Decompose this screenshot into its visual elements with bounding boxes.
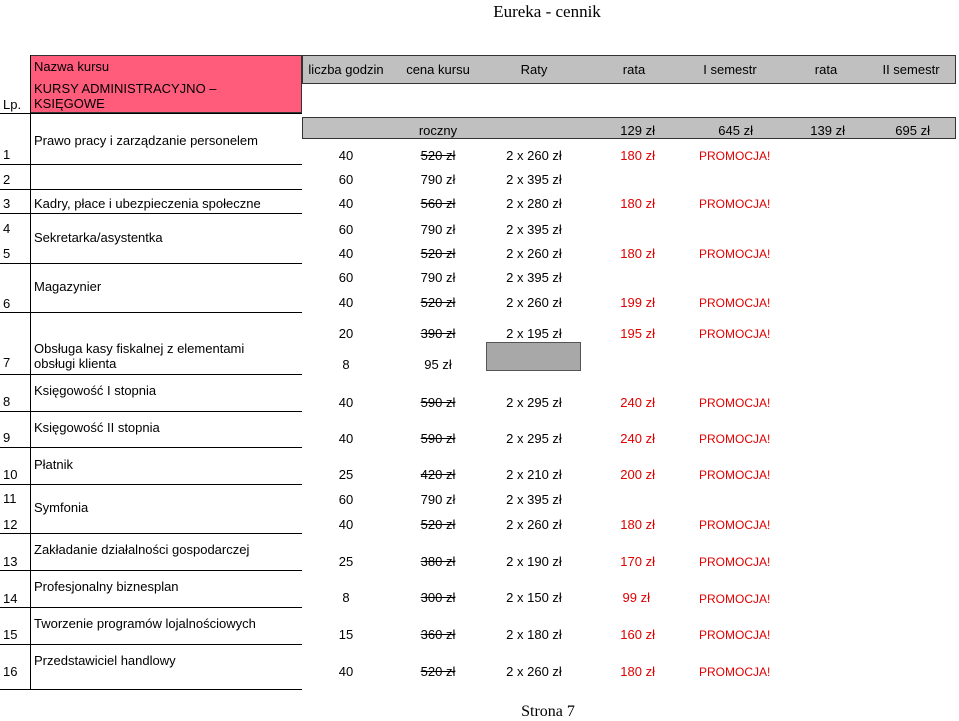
row-installments: 2 x 395 zł (506, 270, 562, 285)
row-installments: 2 x 395 zł (506, 222, 562, 237)
row-hours: 40 (338, 148, 354, 163)
row-course-name: Magazynier (34, 279, 102, 294)
row-installments: 2 x 260 zł (506, 517, 562, 532)
row-promo-price: 180 zł (620, 148, 655, 163)
row-price: 520 zł (420, 246, 456, 261)
row-price: 560 zł (420, 196, 456, 211)
row-price: 420 zł (420, 467, 456, 482)
row-promo-label: PROMOCJA! (699, 468, 771, 482)
header-installments: Raty (520, 62, 548, 77)
header-price: cena kursu (406, 62, 470, 77)
row-promo-label: PROMOCJA! (699, 555, 771, 569)
row-lp: 5 (3, 246, 11, 261)
row-installments: 2 x 280 zł (506, 196, 562, 211)
row-lp: 16 (3, 664, 18, 679)
row-lp: 13 (3, 554, 18, 569)
row-hours: 8 (342, 590, 350, 605)
row-course-name: Księgowość II stopnia (34, 420, 160, 435)
row-promo-label: PROMOCJA! (699, 628, 771, 642)
row-price: 300 zł (420, 590, 456, 605)
row-lp: 4 (3, 221, 11, 236)
annual-rate1: 129 zł (620, 123, 655, 138)
row-course-name: Sekretarka/asystentka (34, 230, 163, 245)
row-course-name: Księgowość I stopnia (34, 383, 157, 398)
row-promo-label: PROMOCJA! (699, 518, 771, 532)
header-sem2: II semestr (882, 62, 940, 77)
row-price: 520 zł (420, 295, 456, 310)
row-lp: 3 (3, 196, 11, 211)
row-promo-price: 170 zł (620, 554, 655, 569)
row-hours: 40 (338, 295, 354, 310)
row-hours: 60 (338, 270, 354, 285)
row-hours: 40 (338, 517, 354, 532)
row-price: 790 zł (420, 172, 456, 187)
header-course-name: Nazwa kursu (34, 59, 110, 74)
row-price: 360 zł (420, 627, 456, 642)
row-price: 790 zł (420, 222, 456, 237)
row-promo-label: PROMOCJA! (699, 396, 771, 410)
row-lp: 9 (3, 430, 11, 445)
row-promo-price: 160 zł (620, 627, 655, 642)
row-promo-price: 199 zł (620, 295, 655, 310)
header-hours: liczba godzin (308, 62, 384, 77)
row-promo-label: PROMOCJA! (699, 432, 771, 446)
row-hours: 40 (338, 431, 354, 446)
row-course-name: Kadry, płace i ubezpieczenia społeczne (34, 196, 261, 211)
row-price: 790 zł (420, 270, 456, 285)
row-course-name: Płatnik (34, 457, 74, 472)
row-promo-price: 240 zł (620, 395, 655, 410)
row-installments: 2 x 260 zł (506, 246, 562, 261)
row-promo-label: PROMOCJA! (699, 327, 771, 341)
row-hours: 40 (338, 664, 354, 679)
row-promo-label: PROMOCJA! (699, 247, 771, 261)
header-group: KURSY ADMINISTRACYJNO – KSIĘGOWE (34, 81, 217, 111)
header-rate1: rata (622, 62, 646, 77)
row-price: 380 zł (420, 554, 456, 569)
page-number: Strona 7 (521, 703, 575, 720)
row-lp: 10 (3, 467, 18, 482)
row-lp: 7 (3, 355, 11, 370)
row-lp: 6 (3, 296, 11, 311)
empty-gray-cell (486, 342, 581, 371)
row-installments: 2 x 260 zł (506, 664, 562, 679)
row-hours: 15 (338, 627, 354, 642)
row-promo-price: 240 zł (620, 431, 655, 446)
row-course-name: Tworzenie programów lojalnościowych (34, 616, 256, 631)
row-course-name: Obsługa kasy fiskalnej z elementami obsługi klienta (34, 341, 245, 371)
row-promo-label: PROMOCJA! (699, 592, 771, 606)
document-title: Eureka - cennik (493, 2, 601, 21)
row-lp: 12 (3, 517, 18, 532)
row-hours: 40 (338, 395, 354, 410)
row-hours: 40 (338, 246, 354, 261)
row-hours: 60 (338, 172, 354, 187)
row-installments: 2 x 395 zł (506, 492, 562, 507)
row-lp: 1 (3, 147, 11, 162)
row-lp: 14 (3, 591, 18, 606)
row-course-name: Prawo pracy i zarządzanie personelem (34, 133, 258, 148)
row-hours: 8 (342, 357, 350, 372)
row-installments: 2 x 210 zł (506, 467, 562, 482)
header-rate2: rata (814, 62, 838, 77)
row-lp: 2 (3, 172, 11, 187)
annual-label: roczny (418, 123, 458, 138)
row-promo-price: 200 zł (620, 467, 655, 482)
row-promo-price: 180 zł (620, 196, 655, 211)
row-hours: 20 (338, 326, 354, 341)
row-lp: 8 (3, 394, 11, 409)
row-hours: 25 (338, 467, 354, 482)
row-hours: 40 (338, 196, 354, 211)
row-lp: 11 (3, 491, 17, 506)
row-installments: 2 x 150 zł (506, 590, 562, 605)
row-price: 520 zł (420, 517, 456, 532)
row-installments: 2 x 180 zł (506, 627, 562, 642)
row-course-name: Symfonia (34, 500, 89, 515)
row-installments: 2 x 260 zł (506, 295, 562, 310)
row-promo-label: PROMOCJA! (699, 197, 771, 211)
row-promo-price: 99 zł (622, 590, 650, 605)
header-lp: Lp. (3, 97, 22, 112)
row-course-name: Zakładanie działalności gospodarczej (34, 542, 250, 557)
row-price: 590 zł (420, 395, 456, 410)
row-installments: 2 x 395 zł (506, 172, 562, 187)
annual-sem2: 695 zł (895, 123, 930, 138)
row-promo-price: 180 zł (620, 517, 655, 532)
row-promo-label: PROMOCJA! (699, 665, 771, 679)
row-course-name: Przedstawiciel handlowy (34, 653, 176, 668)
row-promo-price: 180 zł (620, 664, 655, 679)
row-installments: 2 x 260 zł (506, 148, 562, 163)
row-price: 590 zł (420, 431, 456, 446)
row-installments: 2 x 295 zł (506, 395, 562, 410)
row-hours: 60 (338, 222, 354, 237)
row-promo-label: PROMOCJA! (699, 149, 771, 163)
row-installments: 2 x 295 zł (506, 431, 562, 446)
row-installments: 2 x 190 zł (506, 554, 562, 569)
header-sem1: I semestr (703, 62, 757, 77)
row-price: 390 zł (420, 326, 456, 341)
row-price: 95 zł (424, 357, 452, 372)
row-price: 520 zł (420, 664, 456, 679)
row-price: 520 zł (420, 148, 456, 163)
row-promo-label: PROMOCJA! (699, 296, 771, 310)
row-promo-price: 180 zł (620, 246, 655, 261)
row-installments: 2 x 195 zł (506, 326, 562, 341)
row-course-name: Profesjonalny biznesplan (34, 579, 179, 594)
annual-sem1: 645 zł (718, 123, 753, 138)
row-hours: 60 (338, 492, 354, 507)
annual-rate2: 139 zł (810, 123, 845, 138)
row-price: 790 zł (420, 492, 456, 507)
row-lp: 15 (3, 627, 18, 642)
row-hours: 25 (338, 554, 354, 569)
row-promo-price: 195 zł (620, 326, 655, 341)
